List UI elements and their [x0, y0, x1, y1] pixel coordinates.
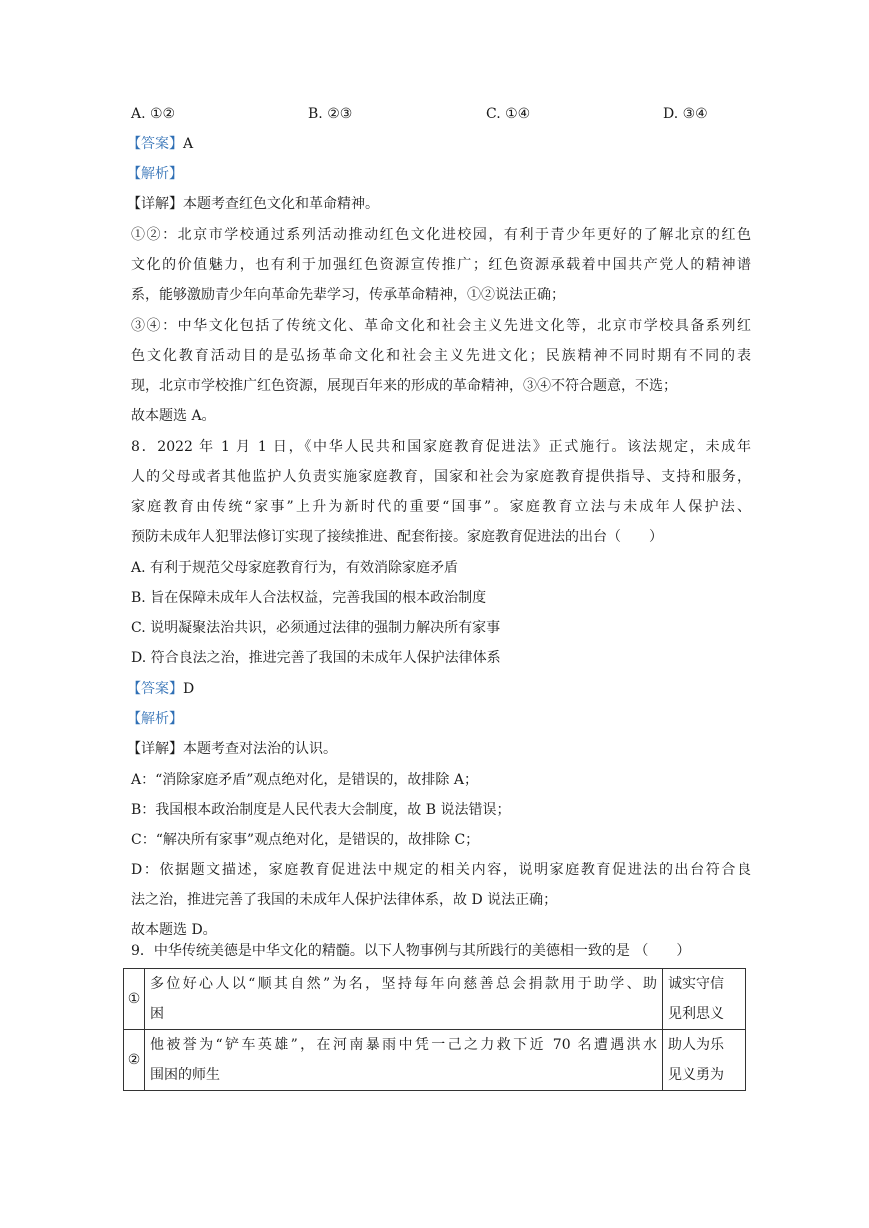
q8-analysis-d-line-1: D：依据题文描述，家庭教育促进法中规定的相关内容，说明家庭教育促进法的出台符合良 [131, 862, 751, 878]
q8-option-b: B. 旨在保障未成年人合法权益，完善我国的根本政治制度 [131, 590, 487, 606]
detail-tag: 【详解】 [127, 741, 183, 757]
table-row [124, 969, 746, 1030]
q7-p1-line-3: 系，能够激励青少年向革命先辈学习，传承革命精神，①②说法正确； [131, 287, 565, 303]
q7-p1-line-2: 文化的价值魅力，也有利于加强红色资源宣传推广；红色资源承载着中国共产党人的精神谱 [131, 257, 751, 273]
q8-stem-line-1: 8．2022 年 1 月 1 日，《中华人民共和国家庭教育促进法》正式施行。该法规定，未成年 [131, 439, 751, 455]
q8-stem-line-3: 家庭教育由传统“家事”上升为新时代的重要“国事”。家庭教育立法与未成年人保护法、 [131, 499, 751, 515]
virtue-line: 助人为乐 [668, 1037, 724, 1053]
q8-stem-line-4: 预防未成年人犯罪法修订实现了接续推进、配套衔接。家庭教育促进法的出台（ ） [131, 529, 663, 545]
desc-line: 多位好心人以“顺其自然”为名，坚持每年向慈善总会捐款用于助学、助 [150, 976, 657, 992]
q8-answer [127, 679, 747, 699]
q7-conclusion: 故本题选 A。 [131, 408, 216, 424]
q8-stem-line-2: 人的父母或者其他监护人负责实施家庭教育，国家和社会为家庭教育提供指导、支持和服务， [131, 469, 751, 485]
q7-detail [127, 194, 747, 214]
q7-p2-line-3: 现，北京市学校推广红色资源，展现百年来的形成的革命精神，③④不符合题意，不选； [131, 378, 677, 394]
row-virtue [663, 1030, 746, 1091]
q7-answer [127, 134, 747, 154]
row-number: ① [124, 969, 145, 1030]
row-number: ② [124, 1030, 145, 1091]
virtue-line: 诚实守信 [668, 976, 724, 992]
row-virtue [663, 969, 746, 1030]
answer-value: D [183, 681, 195, 697]
desc-line: 困 [150, 1006, 164, 1022]
q8-analysis-d-line-2: 法之治，推进完善了我国的未成年人保护法律体系，故 D 说法正确； [131, 892, 558, 908]
q7-option-b: B. ②③ [308, 106, 353, 122]
row-description [145, 969, 663, 1030]
q9-stem: 9．中华传统美德是中华文化的精髓。以下人物事例与其所践行的美德相一致的是 （ ） [131, 943, 691, 959]
answer-tag: 【答案】 [127, 681, 183, 697]
q8-option-c: C. 说明凝聚法治共识，必须通过法律的强制力解决所有家事 [131, 620, 501, 636]
q8-analysis-c: C：“解决所有家事”观点绝对化，是错误的，故排除 C； [131, 832, 480, 848]
q7-option-d: D. ③④ [663, 106, 708, 122]
q8-analysis-b: B：我国根本政治制度是人民代表大会制度，故 B 说法错误； [131, 802, 511, 818]
q8-option-a: A. 有利于规范父母家庭教育行为，有效消除家庭矛盾 [131, 560, 459, 576]
detail-intro: 本题考查对法治的认识。 [183, 741, 337, 757]
q8-option-d: D. 符合良法之治，推进完善了我国的未成年人保护法律体系 [131, 650, 501, 666]
q7-p2-line-1: ③④：中华文化包括了传统文化、革命文化和社会主义先进文化等，北京市学校具备系列红 [131, 318, 751, 334]
answer-tag: 【答案】 [127, 136, 183, 152]
detail-tag: 【详解】 [127, 196, 183, 212]
q8-conclusion: 故本题选 D。 [131, 922, 217, 938]
desc-line: 围困的师生 [150, 1067, 220, 1083]
q7-p1-line-1: ①②：北京市学校通过系列活动推动红色文化进校园，有利于青少年更好的了解北京的红色 [131, 227, 751, 243]
q7-option-a: A. ①② [131, 106, 176, 122]
q7-analysis-tag: 【解析】 [127, 166, 183, 182]
virtue-line: 见利思义 [668, 1006, 724, 1022]
q9-table [123, 968, 746, 1091]
q8-analysis-a: A：“消除家庭矛盾”观点绝对化，是错误的，故排除 A； [131, 772, 478, 788]
q8-analysis-tag: 【解析】 [127, 711, 183, 727]
q7-option-c: C. ①④ [486, 106, 531, 122]
virtue-line: 见义勇为 [668, 1067, 724, 1083]
desc-line: 他被誉为“铲车英雄”，在河南暴雨中凭一己之力救下近 70 名遭遇洪水 [150, 1037, 657, 1053]
q8-detail [127, 739, 747, 759]
table-row [124, 1030, 746, 1091]
answer-value: A [183, 136, 194, 152]
row-description [145, 1030, 663, 1091]
q7-p2-line-2: 色文化教育活动目的是弘扬革命文化和社会主义先进文化；民族精神不同时期有不同的表 [131, 348, 751, 364]
detail-intro: 本题考查红色文化和革命精神。 [183, 196, 379, 212]
